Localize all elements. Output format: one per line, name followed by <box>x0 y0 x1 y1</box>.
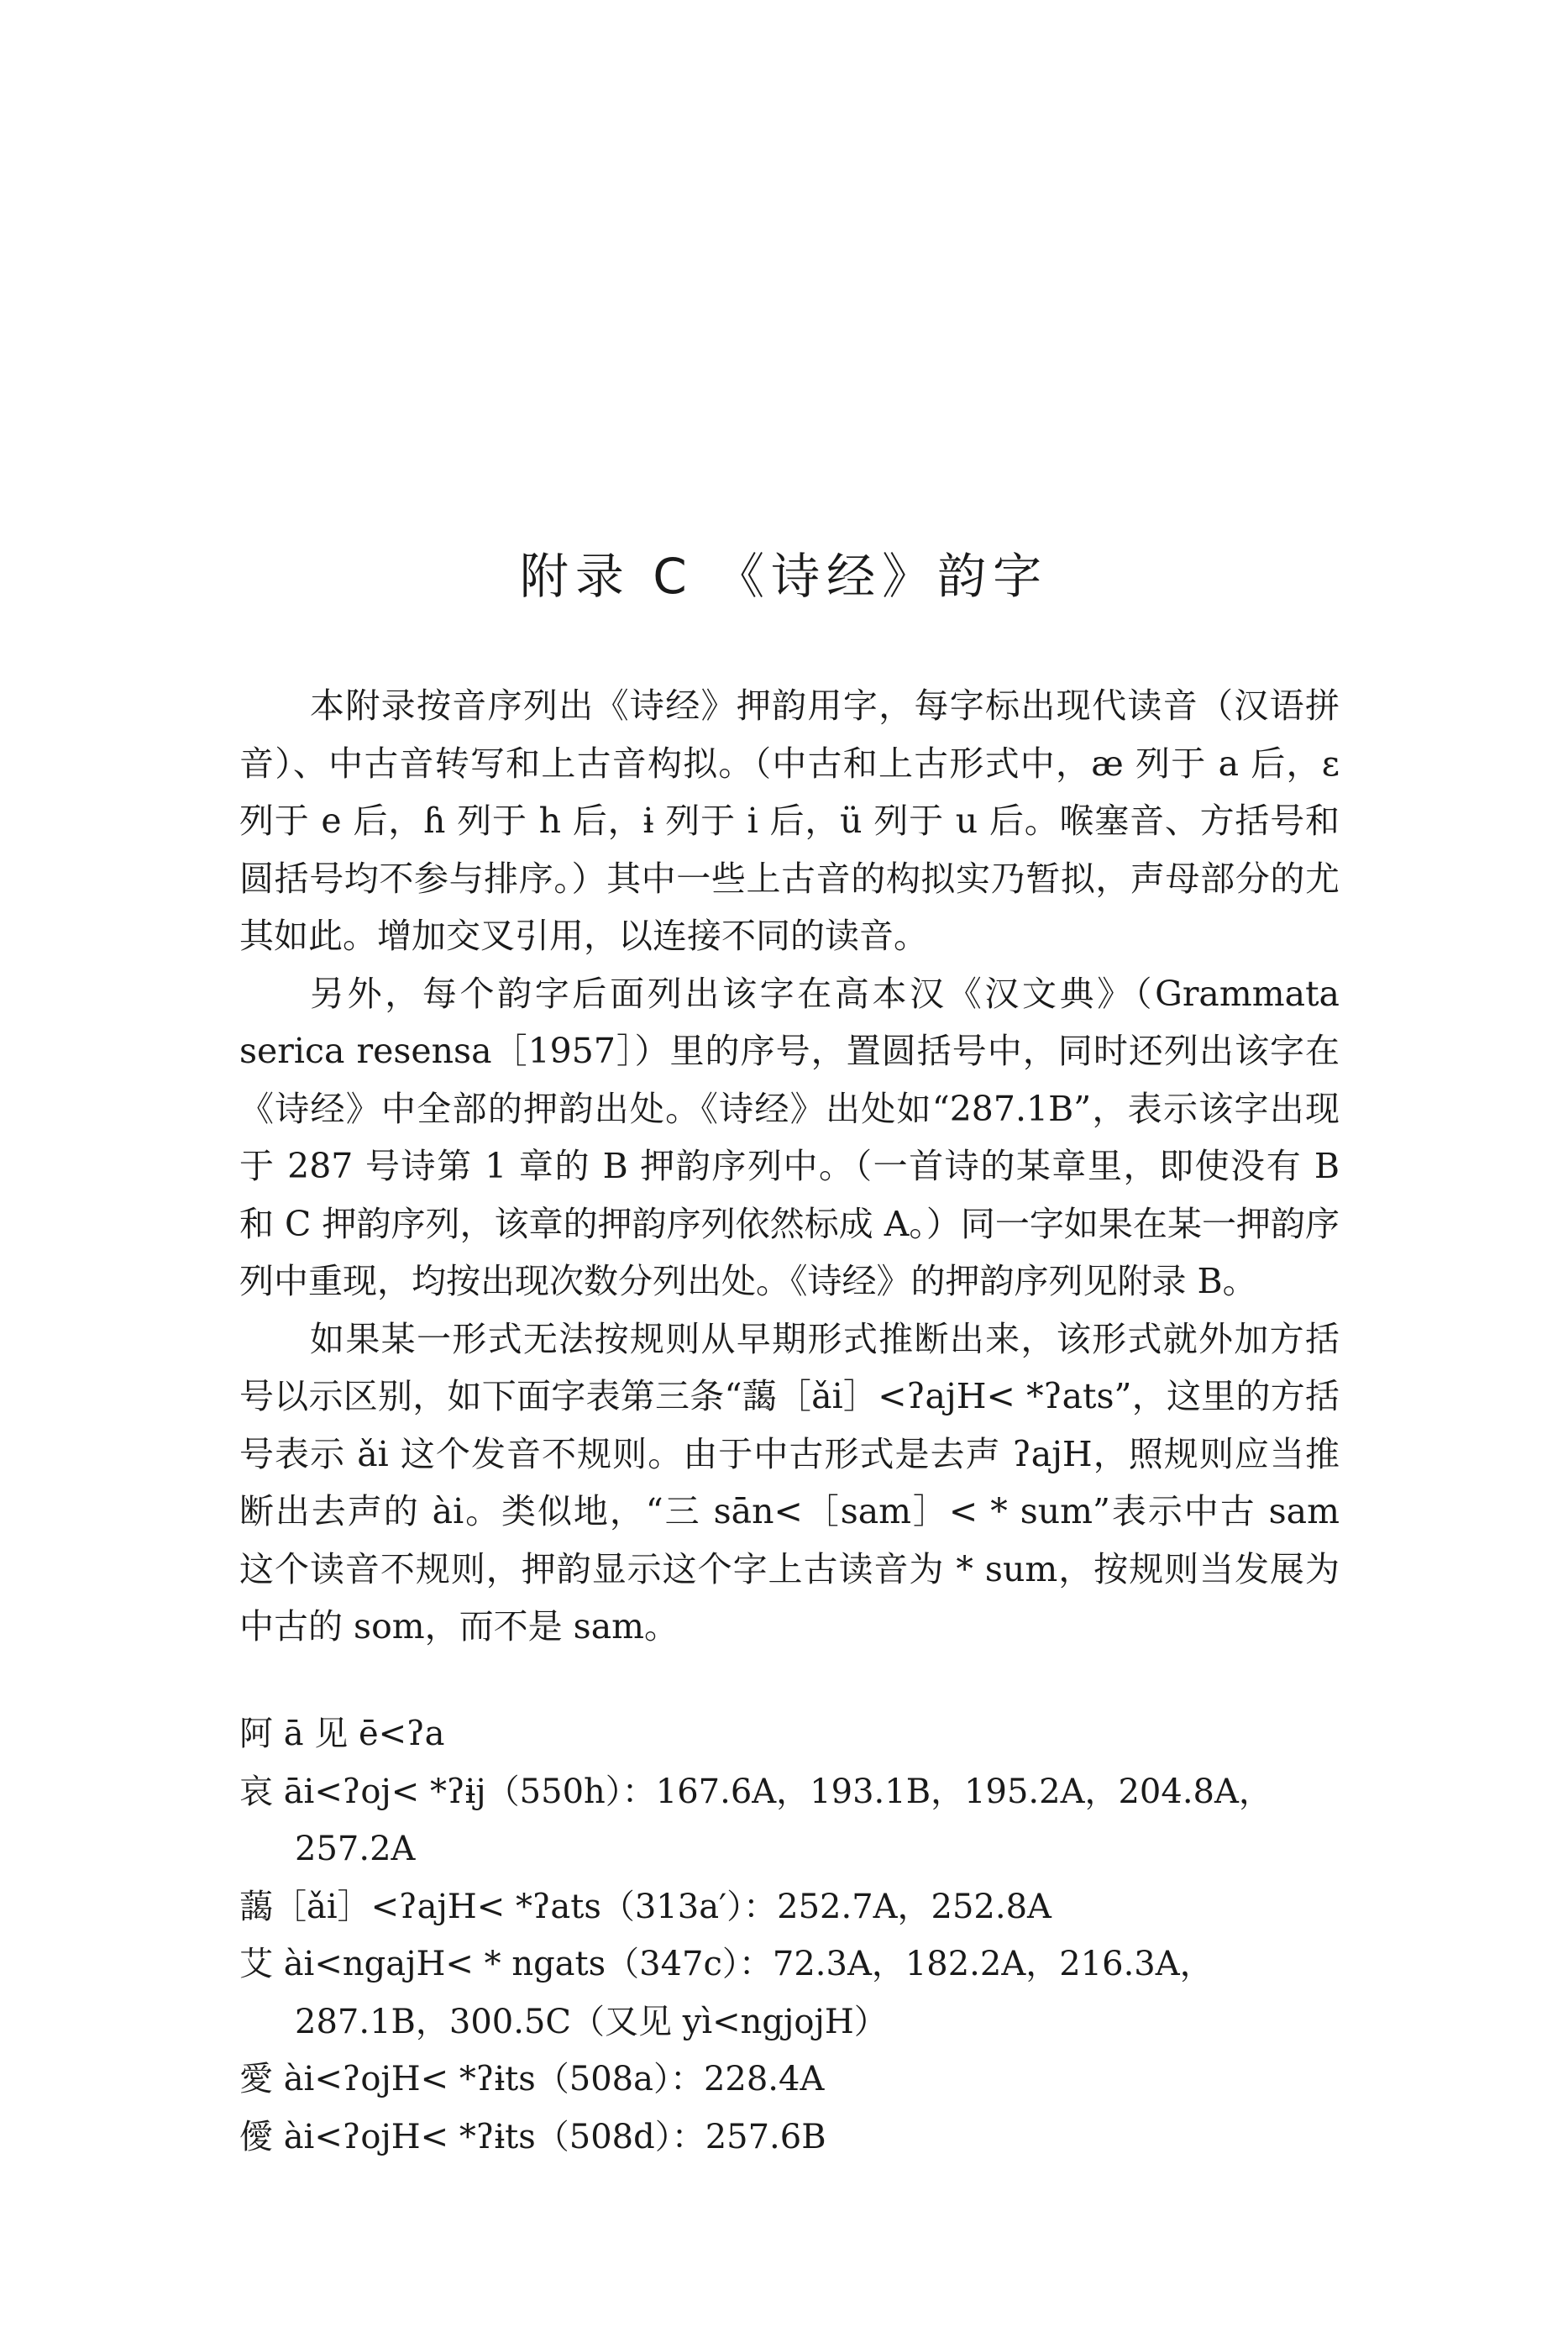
list-item: 藹［ǎi］<ʔajH< *ʔats（313a′）：252.7A，252.8A <box>239 1887 1051 1926</box>
rhyme-word-list <box>239 1705 1340 2166</box>
paragraph: 如果某一形式无法按规则从早期形式推断出来，该形式就外加方括号以示区别，如下面字表第三条“藹［ǎi］<ʔajH< *ʔats”，这里的方括号表示 ǎi 这个发音不规则。由于中古形式是去声 ʔajH，照规则应当推断出去声的 ài。类似地，“三 sān<［sam］< * sum”表示中古 sam 这个读音不规则，押韵显示这个字上古读音为 * sum，按规则当发展为中古的 som，而不是 sam。 <box>239 1318 1340 1647</box>
paragraph: 另外，每个韵字后面列出该字在高本汉《汉文典》（Grammata serica resensa［1957］）里的序号，置圆括号中，同时还列出该字在《诗经》中全部的押韵出处。《诗经》出处如“287.1B”，表示该字出现于 287 号诗第 1 章的 B 押韵序列中。（一首诗的某章里，即使没有 B 和 C 押韵序列，该章的押韵序列依然标成 A。）同一字如果在某一押韵序列中重现，均按出现次数分列出处。《诗经》的押韵序列见附录 B。 <box>239 973 1340 1301</box>
page-title: 附录 C 《诗经》韵字 <box>519 547 1049 605</box>
list-item: 愛 ài<ʔojH< *ʔɨts（508a）：228.4A <box>239 2060 825 2098</box>
list-item: 哀 āi<ʔoj< *ʔɨj（550h）：167.6A，193.1B，195.2A，204.8A，257.2A <box>239 1772 1272 1868</box>
list-item: 艾 ài<ngajH< * ngats（347c）：72.3A，182.2A，216.3A，287.1B，300.5C（又见 yì<ngjojH） <box>239 1945 1214 2041</box>
body-text <box>239 677 1340 1656</box>
list-item: 僾 ài<ʔojH< *ʔɨts（508d）：257.6B <box>239 2117 826 2156</box>
paragraph: 本附录按音序列出《诗经》押韵用字，每字标出现代读音（汉语拼音）、中古音转写和上古音构拟。（中古和上古形式中，æ 列于 a 后，ɛ 列于 e 后，ɦ 列于 h 后，ɨ 列于 i 后，ü 列于 u 后。喉塞音、方括号和圆括号均不参与排序。）其中一些上古音的构拟实乃暂拟，声母部分的尤其如此。增加交叉引用，以连接不同的读音。 <box>239 685 1340 956</box>
list-item: 阿 ā 见 ē<ʔa <box>239 1715 445 1753</box>
